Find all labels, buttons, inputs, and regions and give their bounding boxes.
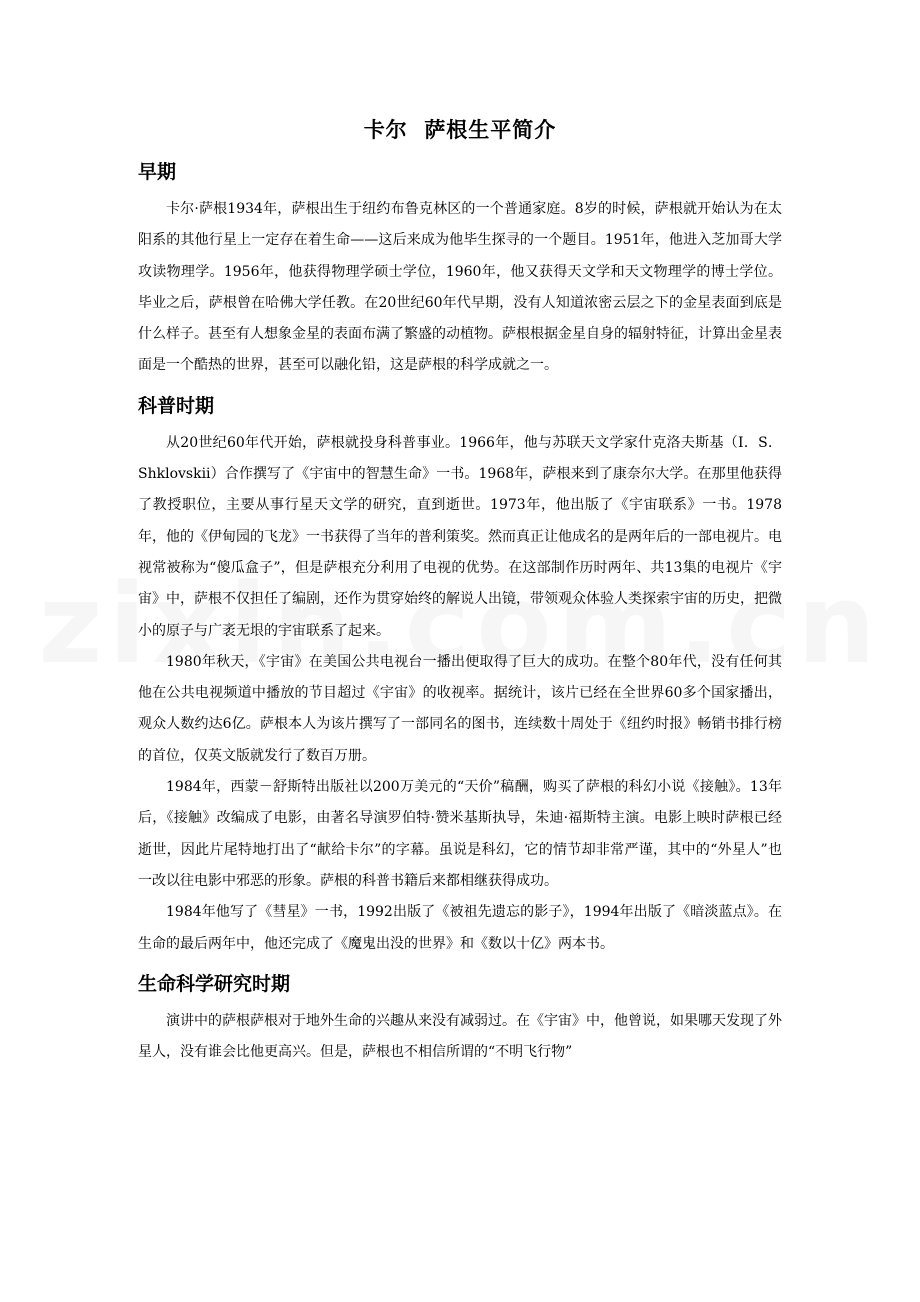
section-early [138,158,782,382]
section-heading: 科普时期 [138,394,215,417]
section-heading: 早期 [138,161,177,183]
document-page [138,110,782,1068]
document-title: 卡尔 萨根生平简介 [363,118,557,142]
section-life-science [138,970,782,1069]
paragraph: 1984年，西蒙－舒斯特出版社以200万美元的“天价”稿酬，购买了萨根的科幻小说《接触》。13年后，《接触》改编成了电影，由著名导演罗伯特·赞米基斯执导，朱迪·福斯特主演。电影上映时萨根已经逝世，因此片尾特地打出了“献给卡尔”的字幕。虽说是科幻，它的情节却非常严谨，其中的“外星人”也一改以往电影中邪恶的形象。萨根的科普书籍后来都相继获得成功。 [138,779,782,889]
paragraph: 1980年秋天，《宇宙》在美国公共电视台一播出便取得了巨大的成功。在整个80年代，没有任何其他在公共电视频道中播放的节目超过《宇宙》的收视率。据统计，该片已经在全世界60多个国家播出，观众人数约达6亿。萨根本人为该片撰写了一部同名的图书，连续数十周处于《纽约时报》畅销书排行榜的首位，仅英文版就发行了数百万册。 [138,653,782,764]
paragraph: 演讲中的萨根萨根对于地外生命的兴趣从来没有减弱过。在《宇宙》中，他曾说，如果哪天发现了外星人，没有谁会比他更高兴。但是，萨根也不相信所谓的“不明飞行物” [138,1012,782,1061]
paragraph: 1984年他写了《彗星》一书，1992出版了《被祖先遗忘的影子》，1994年出版了《暗淡蓝点》。在生命的最后两年中，他还完成了《魔鬼出没的世界》和《数以十亿》两本书。 [138,904,782,952]
section-popular-science [138,392,782,960]
paragraph: 从20世纪60年代开始，萨根就投身科普事业。1966年，他与苏联天文学家什克洛夫斯基（I．S．Shklovskii）合作撰写了《宇宙中的智慧生命》一书。1968年，萨根来到了康奈尔大学。在那里他获得了教授职位，主要从事行星天文学的研究，直到逝世。1973年，他出版了《宇宙联系》一书。1978年，他的《伊甸园的飞龙》一书获得了当年的普利策奖。然而真正让他成名的是两年后的一部电视片。电视常被称为“傻瓜盒子”，但是萨根充分利用了电视的优势。在这部制作历时两年、共13集的电视片《宇宙》中，萨根不仅担任了编剧，还作为贯穿始终的解说人出镜，带领观众体验人类探索宇宙的历史，把微小的原子与广袤无垠的宇宙联系了起来。 [138,434,782,639]
paragraph: 卡尔·萨根1934年，萨根出生于纽约布鲁克林区的一个普通家庭。8岁的时候，萨根就开始认为在太阳系的其他行星上一定存在着生命——这后来成为他毕生探寻的一个题目。1951年，他进入芝加哥大学攻读物理学。1956年，他获得物理学硕士学位，1960年，他又获得天文学和天文物理学的博士学位。毕业之后，萨根曾在哈佛大学任教。在20世纪60年代早期，没有人知道浓密云层之下的金星表面到底是什么样子。甚至有人想象金星的表面布满了繁盛的动植物。萨根根据金星自身的辐射特征，计算出金星表面是一个酷热的世界，甚至可以融化铅，这是萨根的科学成就之一。 [138,201,782,374]
section-heading: 生命科学研究时期 [138,972,291,995]
